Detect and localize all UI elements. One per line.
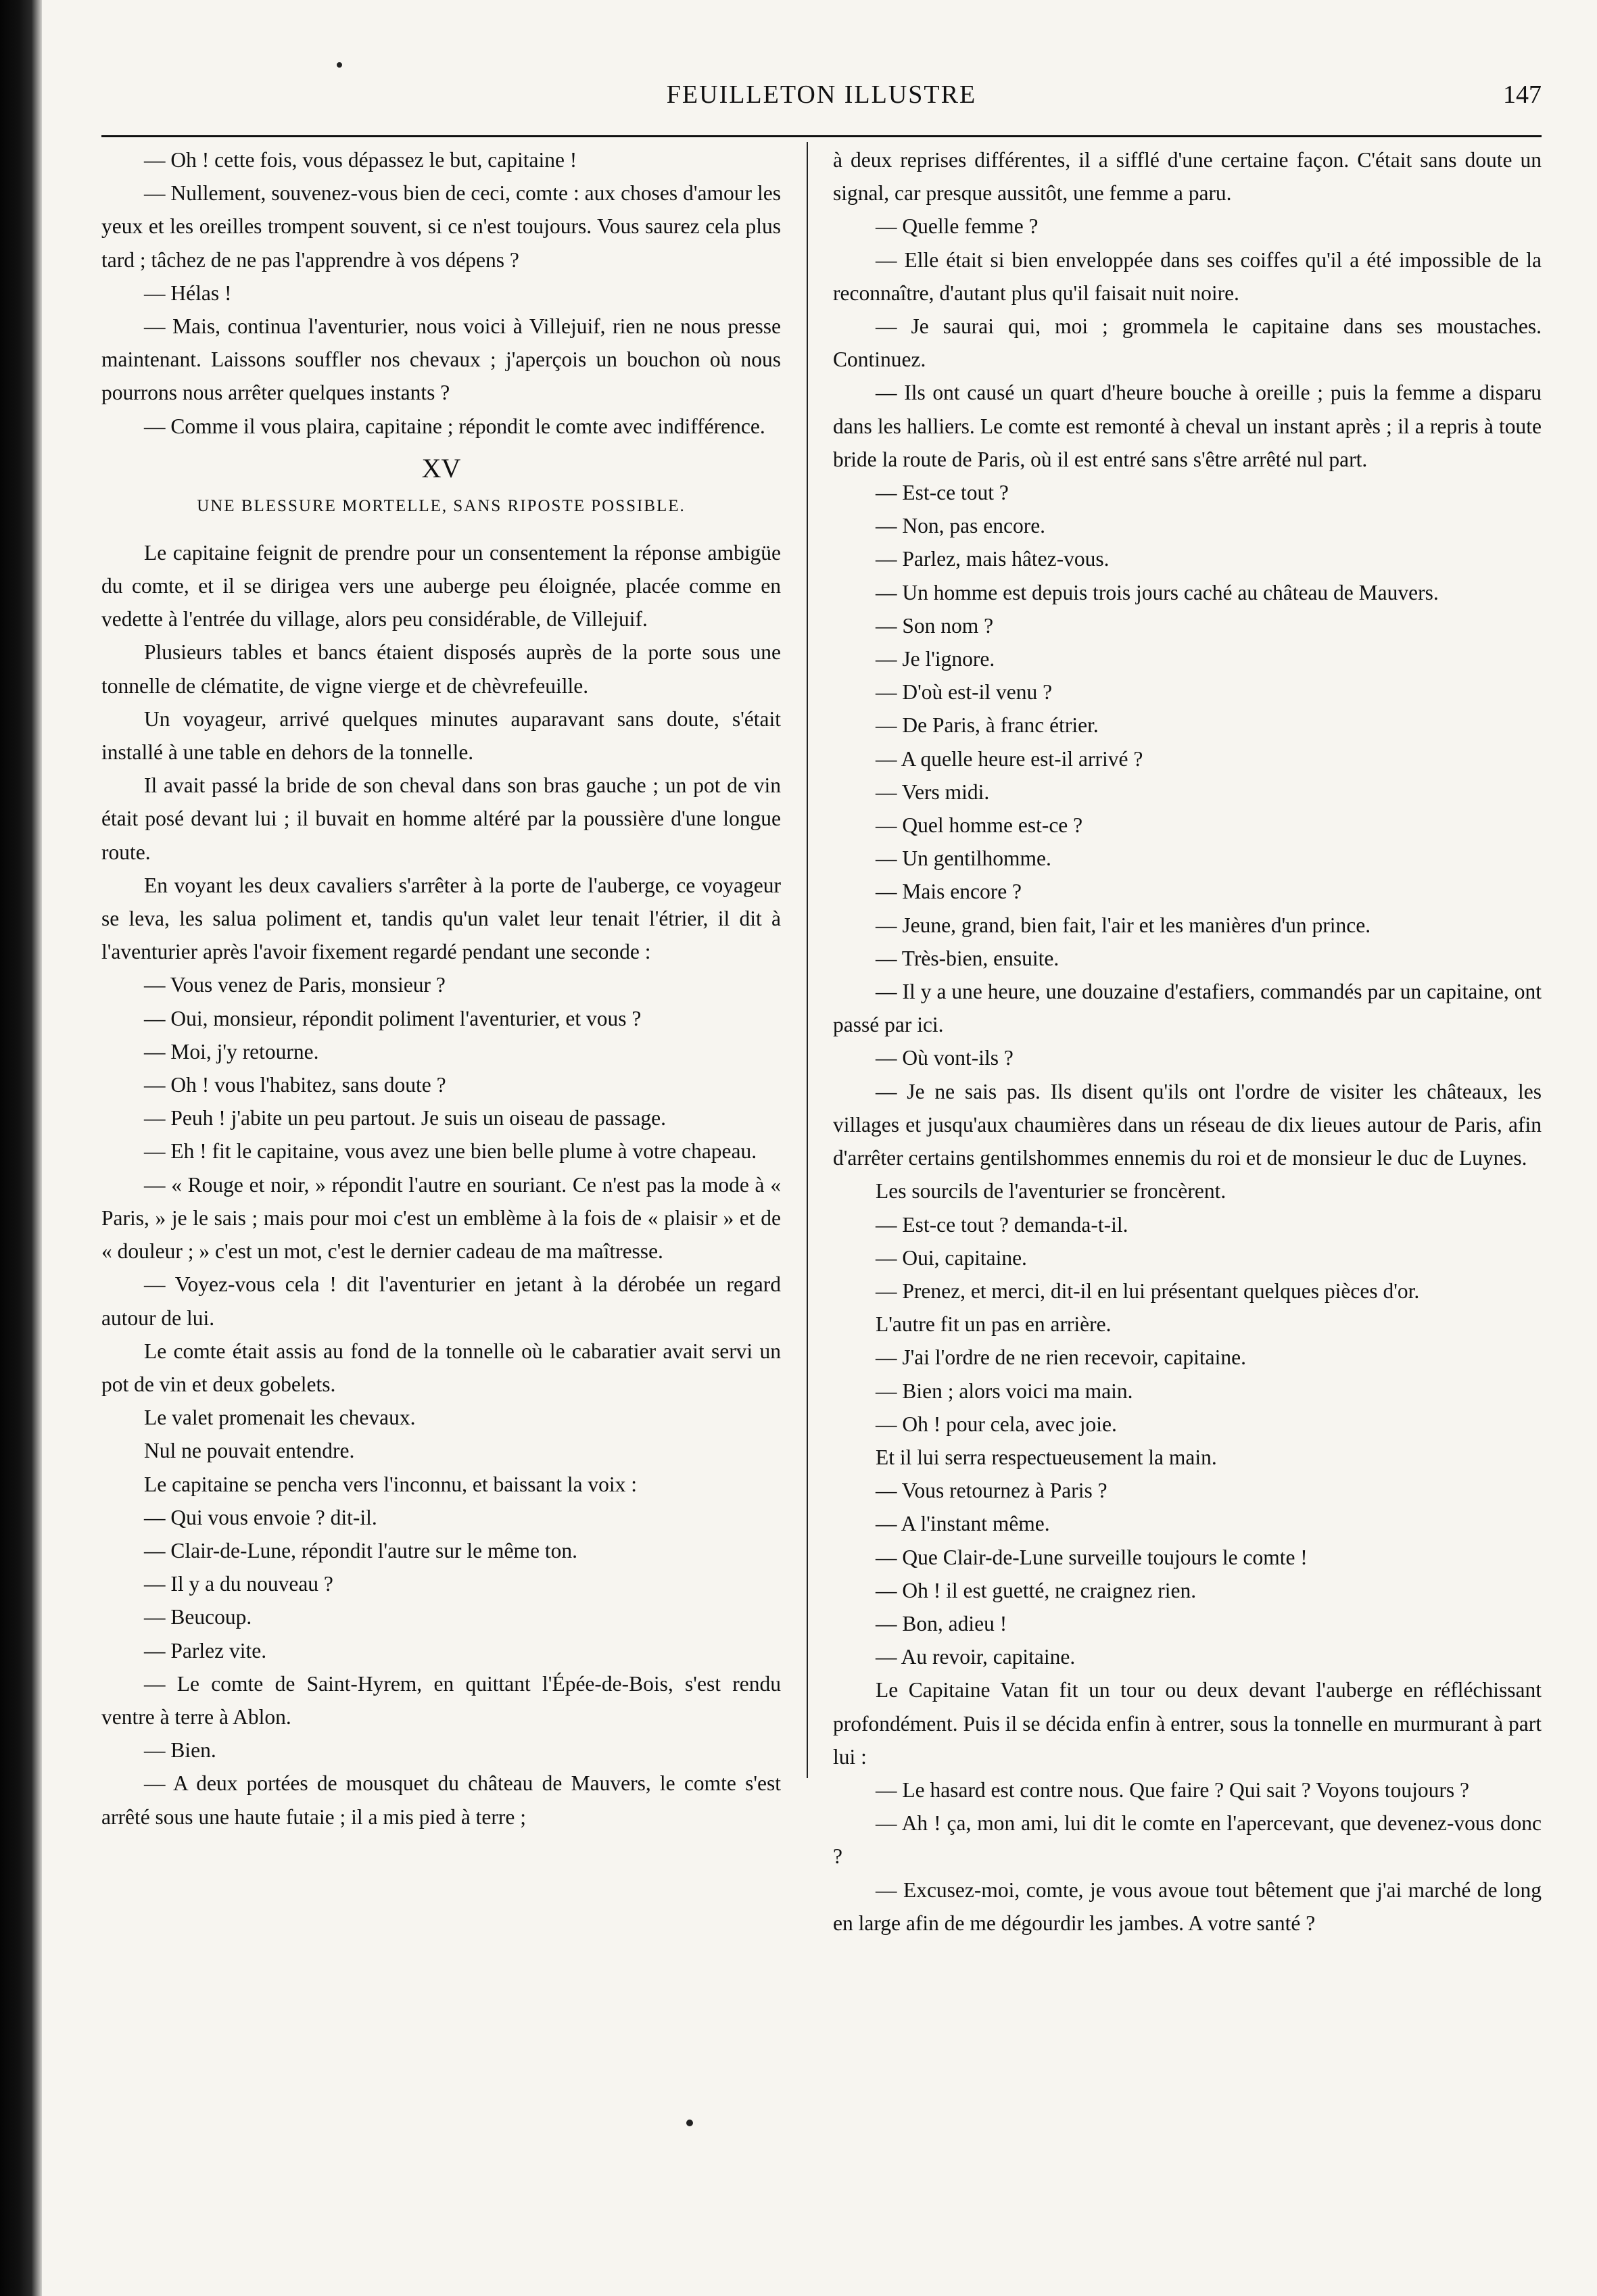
ink-speck xyxy=(686,2120,693,2126)
paragraph: — Parlez vite. xyxy=(144,1638,267,1663)
paragraph: Un voyageur, arrivé quelques minutes auparavant sans doute, s'était installé à une table en dehors de la tonnelle. xyxy=(101,707,781,765)
paragraph: — Hélas ! xyxy=(144,281,232,305)
chapter-number: XV xyxy=(421,452,461,483)
left-column xyxy=(101,143,781,1834)
paragraph: — Son nom ? xyxy=(876,613,994,638)
paragraph: — Bon, adieu ! xyxy=(876,1611,1007,1635)
paragraph: — Vous retournez à Paris ? xyxy=(876,1479,1107,1503)
paragraph: — Parlez, mais hâtez-vous. xyxy=(876,547,1110,571)
paragraph: — Oh ! pour cela, avec joie. xyxy=(876,1412,1117,1436)
paragraph: — Bien ; alors voici ma main. xyxy=(876,1379,1133,1403)
paragraph: — Jeune, grand, bien fait, l'air et les manières d'un prince. xyxy=(876,913,1371,937)
paragraph: — Ils ont causé un quart d'heure bouche à oreille ; puis la femme a disparu dans les halliers. Le comte est remonté à cheval un instant après ; il a repris à toute bride la route de Paris, où il est entré sans s'être arrêté nul part. xyxy=(833,381,1542,471)
paragraph: Le Capitaine Vatan fit un tour ou deux devant l'auberge en réfléchissant profondément. Puis il se décida enfin à entrer, sous la tonnelle en murmurant à part lui : xyxy=(833,1678,1542,1769)
paragraph: — Quelle femme ? xyxy=(876,214,1039,239)
paragraph: Les sourcils de l'aventurier se froncèrent. xyxy=(876,1179,1226,1203)
scan-edge xyxy=(0,0,42,2296)
paragraph: — Où vont-ils ? xyxy=(876,1046,1014,1070)
paragraph: — Est-ce tout ? demanda-t-il. xyxy=(876,1212,1128,1237)
paragraph: — Vous venez de Paris, monsieur ? xyxy=(144,973,446,997)
paragraph: — Comme il vous plaira, capitaine ; répondit le comte avec indifférence. xyxy=(144,414,765,438)
chapter-title: UNE BLESSURE MORTELLE, SANS RIPOSTE POSSIBLE. xyxy=(197,496,686,515)
header-rule xyxy=(101,135,1542,137)
paragraph: — Vers midi. xyxy=(876,780,990,804)
paragraph: Il avait passé la bride de son cheval dans son bras gauche ; un pot de vin était posé devant lui ; il buvait en homme altéré par la poussière d'une longue route. xyxy=(101,773,781,864)
paragraph: — Le comte de Saint-Hyrem, en quittant l'Épée-de-Bois, s'est rendu ventre à terre à Ablon. xyxy=(101,1671,781,1729)
paragraph: — Beucoup. xyxy=(144,1605,252,1629)
paragraph: — Je ne sais pas. Ils disent qu'ils ont l'ordre de visiter les châteaux, les villages et jusqu'aux chaumières dans un réseau de dix lieues autour de Paris, afin d'arrêter certains gentilshommes ennemis du roi et de monsieur le duc de Luynes. xyxy=(833,1079,1542,1170)
paragraph: L'autre fit un pas en arrière. xyxy=(876,1312,1112,1337)
paragraph: — Est-ce tout ? xyxy=(876,481,1009,505)
paragraph: — Moi, j'y retourne. xyxy=(144,1039,319,1063)
paragraph: — Je l'ignore. xyxy=(876,647,995,671)
paragraph: — Mais, continua l'aventurier, nous voici à Villejuif, rien ne nous presse maintenant. Laissons souffler nos chevaux ; j'aperçois un bouchon où nous pourrons nous arrêter quelques instants ? xyxy=(101,314,781,405)
paragraph: — Oui, monsieur, répondit poliment l'aventurier, et vous ? xyxy=(144,1006,642,1030)
paragraph: — Voyez-vous cela ! dit l'aventurier en jetant à la dérobée un regard autour de lui. xyxy=(101,1272,781,1330)
paragraph: Plusieurs tables et bancs étaient disposés auprès de la porte sous une tonnelle de clématite, de vigne vierge et de chèvrefeuille. xyxy=(101,640,781,698)
paragraph: — Un homme est depuis trois jours caché au château de Mauvers. xyxy=(876,580,1439,604)
paragraph: — Oui, capitaine. xyxy=(876,1245,1027,1270)
column-divider xyxy=(807,142,808,1778)
paragraph: — Au revoir, capitaine. xyxy=(876,1645,1076,1669)
paragraph: — De Paris, à franc étrier. xyxy=(876,713,1099,738)
paragraph: — Il y a du nouveau ? xyxy=(144,1572,333,1596)
paragraph: — J'ai l'ordre de ne rien recevoir, capitaine. xyxy=(876,1345,1246,1370)
paragraph: — « Rouge et noir, » répondit l'autre en souriant. Ce n'est pas la mode à « Paris, » je le sais ; mais pour moi c'est un emblème à la fois de « plaisir » et de « douleur ; » c'est un mot, c'est le dernier cadeau de ma maîtresse. xyxy=(101,1172,781,1264)
paragraph: — Oh ! vous l'habitez, sans doute ? xyxy=(144,1073,446,1097)
paragraph: Le comte était assis au fond de la tonnelle où le cabaratier avait servi un pot de vin et deux gobelets. xyxy=(101,1339,781,1396)
paragraph: — Le hasard est contre nous. Que faire ? Qui sait ? Voyons toujours ? xyxy=(876,1777,1470,1802)
left-paragraphs-after xyxy=(101,536,781,1834)
left-paragraphs-before xyxy=(101,143,781,443)
paragraph: Le capitaine feignit de prendre pour un consentement la réponse ambigüe du comte, et il se dirigea vers une auberge peu éloignée, placée comme en vedette à l'entrée du village, alors peu considérable, de Villejuif. xyxy=(101,540,781,631)
paragraph: — Clair-de-Lune, répondit l'autre sur le même ton. xyxy=(144,1538,577,1562)
paragraph: — Prenez, et merci, dit-il en lui présentant quelques pièces d'or. xyxy=(876,1278,1420,1303)
paragraph: — Elle était si bien enveloppée dans ses coiffes qu'il a été impossible de la reconnaître, d'autant plus qu'il faisait nuit noire. xyxy=(833,247,1542,305)
paragraph: — Je saurai qui, moi ; grommela le capitaine dans ses moustaches. Continuez. xyxy=(833,314,1542,372)
page-number: 147 xyxy=(1503,80,1542,109)
paragraph: Le capitaine se pencha vers l'inconnu, et baissant la voix : xyxy=(144,1472,638,1496)
paragraph: — A quelle heure est-il arrivé ? xyxy=(876,746,1143,771)
paragraph: — Mais encore ? xyxy=(876,880,1022,904)
paragraph: — Un gentilhomme. xyxy=(876,846,1051,871)
paragraph: — Qui vous envoie ? dit-il. xyxy=(144,1505,377,1529)
paragraph: — Ah ! ça, mon ami, lui dit le comte en l'apercevant, que devenez-vous donc ? xyxy=(833,1811,1542,1869)
paragraph: — Excusez-moi, comte, je vous avoue tout bêtement que j'ai marché de long en large afin de me dégourdir les jambes. A votre santé ? xyxy=(833,1878,1542,1935)
paragraph: Le valet promenait les chevaux. xyxy=(144,1406,416,1430)
running-title: FEUILLETON ILLUSTRE xyxy=(666,80,977,109)
paragraph: Nul ne pouvait entendre. xyxy=(144,1439,355,1463)
paragraph: — Peuh ! j'abite un peu partout. Je suis un oiseau de passage. xyxy=(144,1106,667,1130)
ink-speck xyxy=(337,62,342,68)
paragraph: — Non, pas encore. xyxy=(876,514,1046,538)
paragraph: En voyant les deux cavaliers s'arrêter à la porte de l'auberge, ce voyageur se leva, les salua poliment et, tandis qu'un valet leur tenait l'étrier, il dit à l'aventurier après l'avoir fixement regardé pendant une seconde : xyxy=(101,873,781,964)
page-header xyxy=(101,74,1542,115)
paragraph: — Eh ! fit le capitaine, vous avez une bien belle plume à votre chapeau. xyxy=(144,1139,757,1164)
paragraph: — D'où est-il venu ? xyxy=(876,680,1053,704)
right-paragraphs xyxy=(833,143,1542,1940)
paragraph: — Très-bien, ensuite. xyxy=(876,946,1059,970)
paragraph: Et il lui serra respectueusement la main. xyxy=(876,1445,1217,1469)
paragraph: à deux reprises différentes, il a sifflé d'une certaine façon. C'était sans doute un signal, car presque aussitôt, une femme a paru. xyxy=(833,148,1542,206)
paragraph: — Nullement, souvenez-vous bien de ceci, comte : aux choses d'amour les yeux et les oreilles trompent souvent, si ce n'est toujours. Vous saurez cela plus tard ; tâchez de ne pas l'apprendre à vos dépens ? xyxy=(101,181,781,272)
right-column xyxy=(833,143,1542,1940)
paragraph: — Oh ! il est guetté, ne craignez rien. xyxy=(876,1578,1197,1602)
paragraph: — Oh ! cette fois, vous dépassez le but, capitaine ! xyxy=(144,148,577,172)
paragraph: — A l'instant même. xyxy=(876,1512,1050,1536)
paragraph: — A deux portées de mousquet du château de Mauvers, le comte s'est arrêté sous une haute futaie ; il a mis pied à terre ; xyxy=(101,1771,781,1829)
paragraph: — Quel homme est-ce ? xyxy=(876,813,1083,838)
paragraph: — Il y a une heure, une douzaine d'estafiers, commandés par un capitaine, ont passé par ici. xyxy=(833,980,1542,1037)
paragraph: — Que Clair-de-Lune surveille toujours le comte ! xyxy=(876,1545,1308,1569)
paragraph: — Bien. xyxy=(144,1738,216,1763)
